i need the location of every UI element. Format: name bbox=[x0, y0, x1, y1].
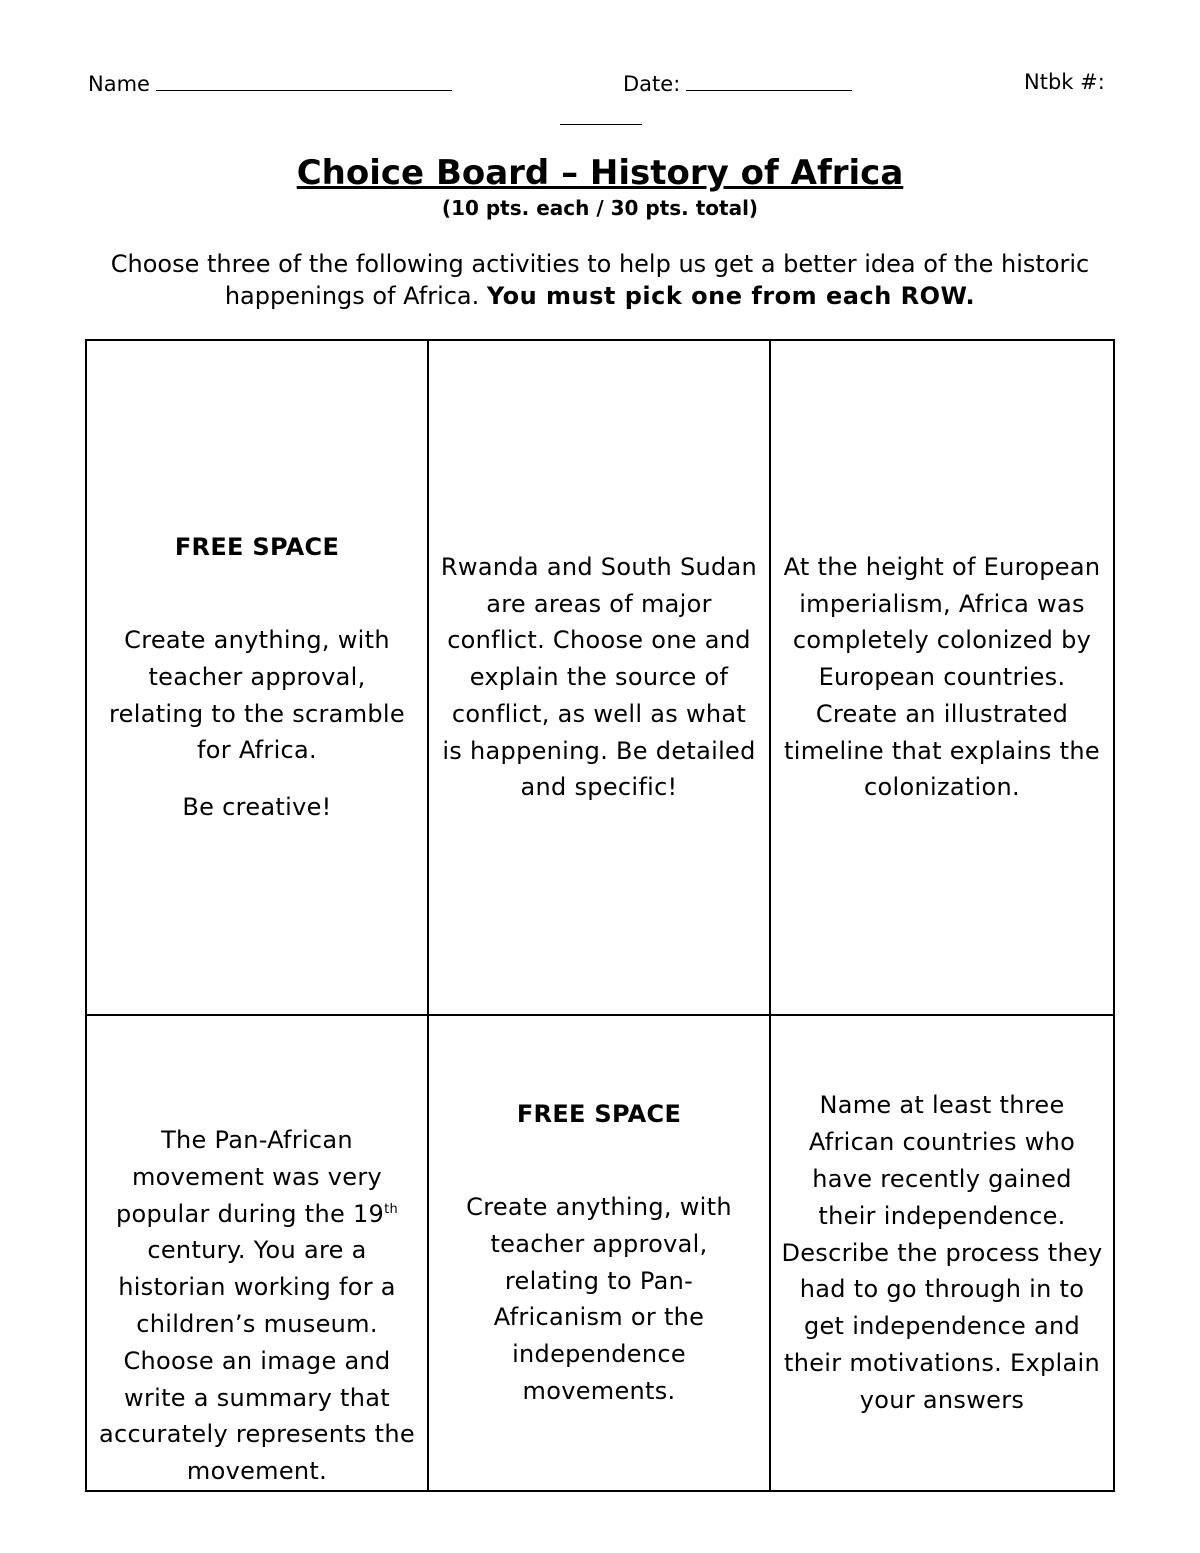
date-field[interactable] bbox=[623, 70, 852, 96]
cell-text: Rwanda and South Sudan are areas of major conflict. Choose one and explain the source of conflict, as well as what is happening. Be detailed and specific! bbox=[440, 552, 758, 802]
board-cell-r1-c3 bbox=[771, 341, 1113, 1016]
board-cell-r1-c2 bbox=[429, 341, 771, 1016]
instructions-text: Choose three of the following activities to help us get a better idea of the historic happenings of Africa. bbox=[110, 250, 1090, 310]
name-field[interactable] bbox=[88, 70, 452, 96]
cell-text: Create anything, with teacher approval, relating to the scramble for Africa. bbox=[109, 625, 405, 765]
cell-extra-text: Be creative! bbox=[182, 793, 332, 822]
date-blank-line[interactable] bbox=[686, 70, 852, 91]
cell-text: The Pan-African movement was very popular during the 19th century. You are a historian working for a children’s museum. Choose an image and write a summary that accurately represents the movement. bbox=[99, 1126, 415, 1486]
instructions-emphasis: You must pick one from each ROW. bbox=[486, 282, 976, 310]
notebook-label: Ntbk #: bbox=[1024, 70, 1105, 94]
points-subtitle: (10 pts. each / 30 pts. total) bbox=[441, 196, 759, 220]
board-cell-r2-c3 bbox=[771, 1016, 1113, 1490]
notebook-blank-line[interactable] bbox=[560, 104, 642, 125]
date-label: Date: bbox=[623, 72, 681, 96]
name-label: Name bbox=[88, 72, 150, 96]
header-fields bbox=[0, 70, 1200, 100]
name-blank-line[interactable] bbox=[156, 70, 452, 91]
cell-text: At the height of European imperialism, Africa was completely colonized by European countries. Create an illustrated timeline that explains the colonization. bbox=[783, 552, 1101, 802]
notebook-field[interactable] bbox=[1024, 70, 1105, 94]
board-cell-r2-c1 bbox=[87, 1016, 429, 1490]
superscript-th: th bbox=[384, 1201, 399, 1217]
cell-text: Name at least three African countries who have recently gained their independence. Describe the process they had to go through in to get independence and their motivations. Explain your answers bbox=[781, 1091, 1103, 1414]
free-space-heading: FREE SPACE bbox=[516, 1100, 682, 1129]
cell-text: Create anything, with teacher approval, relating to Pan-Africanism or the independence movements. bbox=[466, 1193, 732, 1405]
board-cell-r2-c2 bbox=[429, 1016, 771, 1490]
free-space-heading: FREE SPACE bbox=[174, 533, 340, 562]
page-title: Choice Board – History of Africa bbox=[296, 153, 904, 193]
instructions bbox=[80, 248, 1120, 312]
choice-board-table bbox=[85, 339, 1115, 1492]
board-cell-r1-c1 bbox=[87, 341, 429, 1016]
